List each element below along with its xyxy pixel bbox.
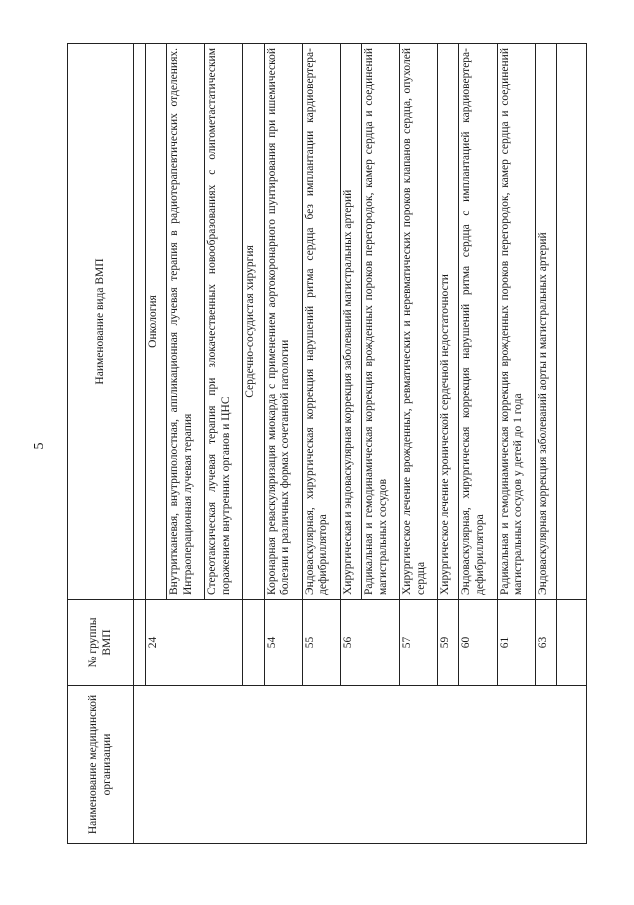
blank-cell	[557, 44, 587, 600]
group-number-cell: 55	[302, 600, 340, 686]
group-number-cell	[243, 600, 264, 686]
group-number-cell: 57	[400, 600, 438, 686]
organization-cell	[134, 686, 587, 844]
group-number-cell: 56	[340, 600, 399, 686]
vmp-name-cell: Внутритканевая, внутриполостная, аппликационная лучевая терапия в радиотерапевтических отделениях. Интраоперационная лучевая терапия	[167, 44, 205, 600]
header-vmp-name: Наименование вида ВМП	[68, 44, 134, 600]
vmp-name-cell: Хирургическое лечение хронической сердечной недостаточности	[438, 44, 459, 600]
header-organization: Наименование медицинской организации	[68, 686, 134, 844]
group-number-cell: 61	[497, 600, 535, 686]
section-title: Сердечно-сосудистая хирургия	[243, 44, 264, 600]
vmp-name-cell: Хирургическое лечение врожденных, ревматических и неревматических пороков клапанов сердца, опухолей сердца	[400, 44, 438, 600]
table-row	[134, 44, 146, 844]
vmp-name-cell: Хирургическая и эндоваскулярная коррекция заболеваний магистральных артерий	[340, 44, 361, 600]
blank-cell	[134, 44, 146, 600]
header-group-number: № группы ВМП	[68, 600, 134, 686]
group-number-cell: 54	[264, 600, 302, 686]
vmp-name-cell: Радикальная и гемодинамическая коррекция врожденных пороков перегородок, камер сердца и соединений магистральных сосудов у детей до 1 года	[497, 44, 535, 600]
vmp-table	[67, 43, 587, 844]
vmp-name-cell: Стереотаксическая лучевая терапия при злокачественных новообразованиях с олигометастатическим поражением внутренних органов и ЦНС	[205, 44, 243, 600]
section-title: Онкология	[146, 44, 167, 600]
group-number-cell: 24	[146, 600, 243, 686]
vmp-name-cell: Эндоваскулярная, хирургическая коррекция нарушений ритма сердца без имплантации кардиовертера-дефибриллятора	[302, 44, 340, 600]
vmp-name-cell: Радикальная и гемодинамическая коррекция врожденных пороков перегородок, камер сердца и соединений магистральных сосудов	[361, 44, 399, 600]
group-number-cell: 59	[438, 600, 459, 686]
table-header-row	[68, 44, 134, 844]
rotated-page	[67, 44, 587, 844]
group-number-cell	[134, 600, 146, 686]
group-number-cell	[557, 600, 587, 686]
group-number-cell: 63	[535, 600, 556, 686]
vmp-name-cell: Эндоваскулярная, хирургическая коррекция нарушений ритма сердца с имплантацией кардиовертера-дефибриллятора	[459, 44, 497, 600]
vmp-name-cell: Эндоваскулярная коррекция заболеваний аорты и магистральных артерий	[535, 44, 556, 600]
vmp-name-cell: Коронарная реваскуляризация миокарда с применением аортокоронарного шунтирования при ишемической болезни и различных формах сочетанной патологии	[264, 44, 302, 600]
page-number: 5	[32, 442, 47, 450]
group-number-cell: 60	[459, 600, 497, 686]
